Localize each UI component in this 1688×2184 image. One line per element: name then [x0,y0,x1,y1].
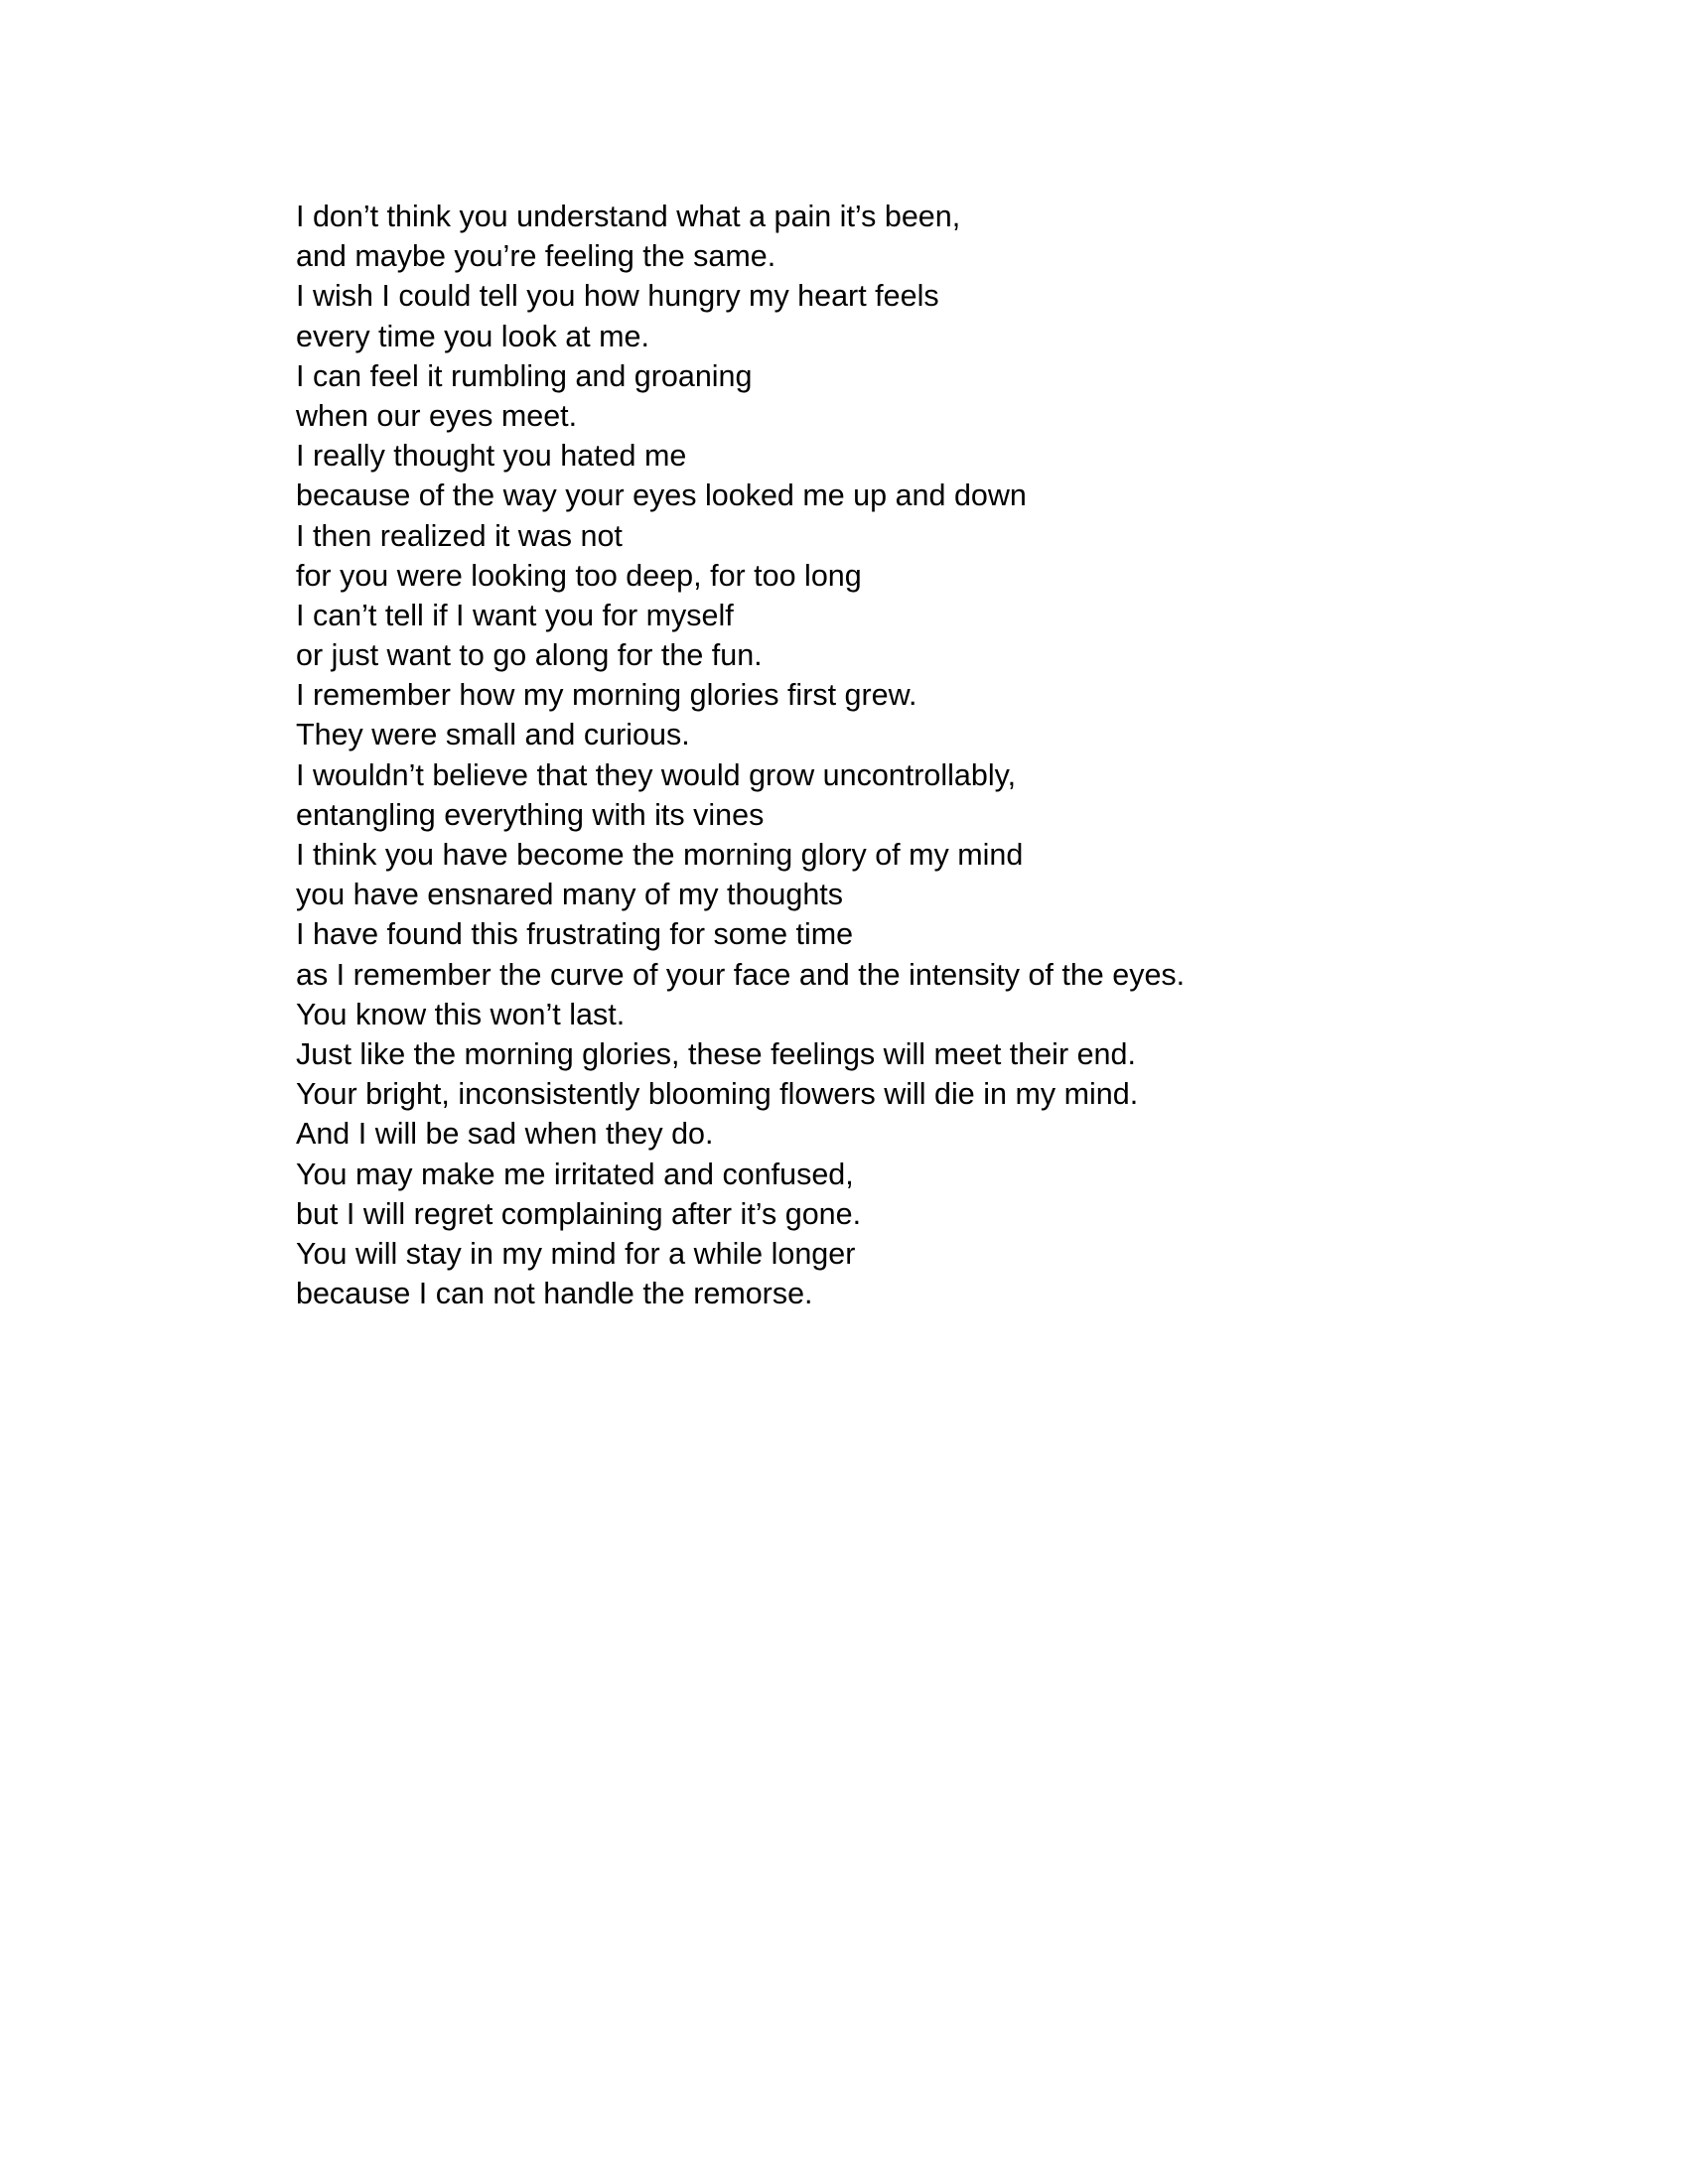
poem-line: or just want to go along for the fun. [296,638,763,673]
poem-line: I can feel it rumbling and groaning [296,358,753,393]
poem-line: because I can not handle the remorse. [296,1277,813,1311]
poem-line: because of the way your eyes looked me up and down [296,478,1027,513]
poem-line: and maybe you’re feeling the same. [296,239,776,274]
poem-line: I wish I could tell you how hungry my heart feels [296,279,939,314]
poem-line: Just like the morning glories, these feelings will meet their end. [296,1036,1136,1071]
poem-body [296,197,1587,1313]
poem-line: as I remember the curve of your face and the intensity of the eyes. [296,957,1186,992]
poem-line: I have found this frustrating for some time [296,917,854,952]
poem-line: for you were looking too deep, for too long [296,558,862,593]
poem-line: You may make me irritated and confused, [296,1157,854,1191]
poem-line: I think you have become the morning glory of my mind [296,838,1024,872]
poem-line: I remember how my morning glories first grew. [296,678,917,713]
poem-line: entangling everything with its vines [296,797,765,832]
poem-line: every time you look at me. [296,319,649,353]
poem-line: Your bright, inconsistently blooming flowers will die in my mind. [296,1077,1139,1112]
poem-line: but I will regret complaining after it’s gone. [296,1196,862,1231]
poem-line: when our eyes meet. [296,398,578,433]
poem-line: you have ensnared many of my thoughts [296,878,844,912]
poem-line: I don’t think you understand what a pain it’s been, [296,200,961,233]
poem-line: You will stay in my mind for a while longer [296,1236,856,1271]
poem-line: I can’t tell if I want you for myself [296,598,734,632]
poem-line: And I will be sad when they do. [296,1117,714,1152]
poem-line: I really thought you hated me [296,439,687,474]
poem-line: You know this won’t last. [296,997,626,1031]
poem-line: I then realized it was not [296,518,623,553]
poem-line: I wouldn’t believe that they would grow uncontrollably, [296,757,1017,792]
poem-line: They were small and curious. [296,718,690,752]
